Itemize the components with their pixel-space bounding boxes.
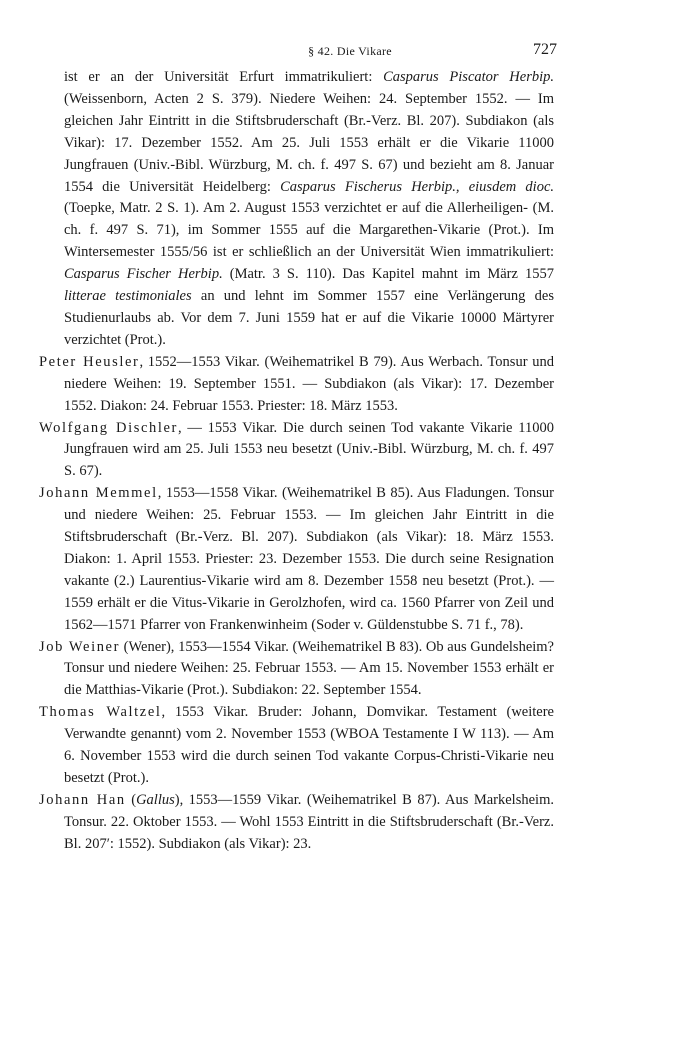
italic-citation: Gallus — [136, 791, 175, 808]
entry-name: Thomas Waltzel — [39, 704, 162, 721]
entry-memmel — [39, 483, 554, 636]
text-run: , 1553—1558 Vikar. (Weihematrikel B 85). Aus Fladungen. Tonsur und niedere Weihen: 25. Februar 1553. — Im gleichen Jahr Eintritt in die Stiftsbruderschaft (Br.-Verz. Bl. 207). Subdiakon (als Vikar): 18. März 1553. Diakon: 1. April 1553. Priester: 23. Dezember 1553. Die durch seine Resignation vakante (2.) Laurentius-Vikarie wird am 8. Dezember 1558 neu besetzt (Prot.). — 1559 erhält er die Vitus-Vikarie in Gerolzhofen, wird ca. 1560 Pfarrer von Zeil und 1562—1571 Pfarrer von Frankenwinheim (Soder v. Güldenstubbe S. 71 f., 78). — [64, 485, 555, 633]
page-number: 727 — [533, 41, 557, 58]
running-title: § 42. Die Vikare — [308, 44, 392, 58]
entry-waltzel — [39, 702, 554, 790]
body-text — [39, 67, 554, 856]
text-run: , 1553 Vikar. Bruder: Johann, Domvikar. Testament (weitere Verwandte genannt) vom 2. November 1553 (WBOA Testamente I W 113). — Am 6. November 1553 wird die durch seinen Tod vakante Corpus-Christi-Vikarie neu besetzt (Prot.). — [64, 704, 554, 786]
text-run: (Toepke, Matr. 2 S. 1). Am 2. August 1553 verzichtet er auf die Allerheiligen- (M. ch. f. 497 S. 71), im Sommer 1555 auf die Margarethen-Vikarie (Prot.). Im Wintersemester 1555/56 ist er schließlich an der Universität Wien immatrikuliert: — [64, 200, 554, 261]
entry-name: Johann Han — [39, 791, 126, 808]
text-run: , 1552—1553 Vikar. (Weihematrikel B 79). Aus Werbach. Tonsur und niedere Weihen: 19. September 1551. — Subdiakon (als Vikar): 17. Dezember 1552. Diakon: 24. Februar 1553. Priester: 18. März 1553. — [64, 353, 555, 414]
entry-name: Peter Heusler — [39, 353, 140, 370]
entry-heusler — [39, 352, 554, 418]
page-header — [0, 40, 700, 60]
text-run: an und lehnt im Sommer 1557 eine Verlängerung des Studienurlaubs ab. Vor dem 7. Juni 1559 hat er auf die Vikarie 10000 Märtyrer verzichtet (Prot.). — [64, 288, 554, 348]
entry-han — [39, 790, 554, 856]
text-run: (Wener), 1553—1554 Vikar. (Weihematrikel B 83). Ob aus Gundelsheim? Tonsur und niedere Weihen: 25. Februar 1553. — Am 15. November 1553 erhält er die Matthias-Vikarie (Prot.). Subdiakon: 22. September 1554. — [64, 638, 554, 699]
text-run: (Matr. 3 S. 110). Das Kapitel mahnt im März 1557 — [222, 266, 554, 283]
continued-entry — [39, 67, 554, 352]
italic-citation: Casparus Piscator Herbip. — [383, 69, 554, 85]
text-run: (Weissenborn, Acten 2 S. 379). Niedere Weihen: 24. September 1552. — Im gleichen Jahr Eintritt in die Stiftsbruderschaft (Br.-Verz. Bl. 207). Subdiakon (als Vikar): 17. Dezember 1552. Am 25. Juli 1553 erhält er die Vikarie 11000 Jungfrauen (Univ.-Bibl. Würzburg, M. ch. f. 497 S. 67) und bezieht am 8. Januar 1554 die Universität Heidelberg: — [64, 90, 554, 195]
entry-dischler — [39, 418, 554, 484]
entry-name: Job Weiner — [39, 638, 121, 655]
text-run: ), 1553—1559 Vikar. (Weihematrikel B 87). Aus Markelsheim. Tonsur. 22. Oktober 1553. — Wohl 1553 Eintritt in die Stiftsbruderschaft (Br.-Verz. Bl. 207′: 1552). Subdiakon (als Vikar): 23. — [64, 791, 554, 852]
entry-weiner — [39, 637, 554, 703]
entry-name: Johann Memmel — [39, 485, 158, 502]
text-run: , — 1553 Vikar. Die durch seinen Tod vakante Vikarie 11000 Jungfrauen wird am 25. Juli 1553 neu besetzt (Univ.-Bibl. Würzburg, M. ch. f. 497 S. 67). — [64, 419, 555, 480]
text-run: ( — [125, 791, 137, 808]
entry-name: Wolfgang Dischler — [39, 419, 178, 436]
italic-citation: Casparus Fischerus Herbip., eiusdem dioc. — [280, 178, 555, 195]
italic-citation: Casparus Fischer Herbip. — [64, 266, 223, 283]
italic-citation: litterae testimoniales — [64, 288, 192, 305]
text-run: ist er an der Universität Erfurt immatrikuliert: — [64, 69, 384, 85]
